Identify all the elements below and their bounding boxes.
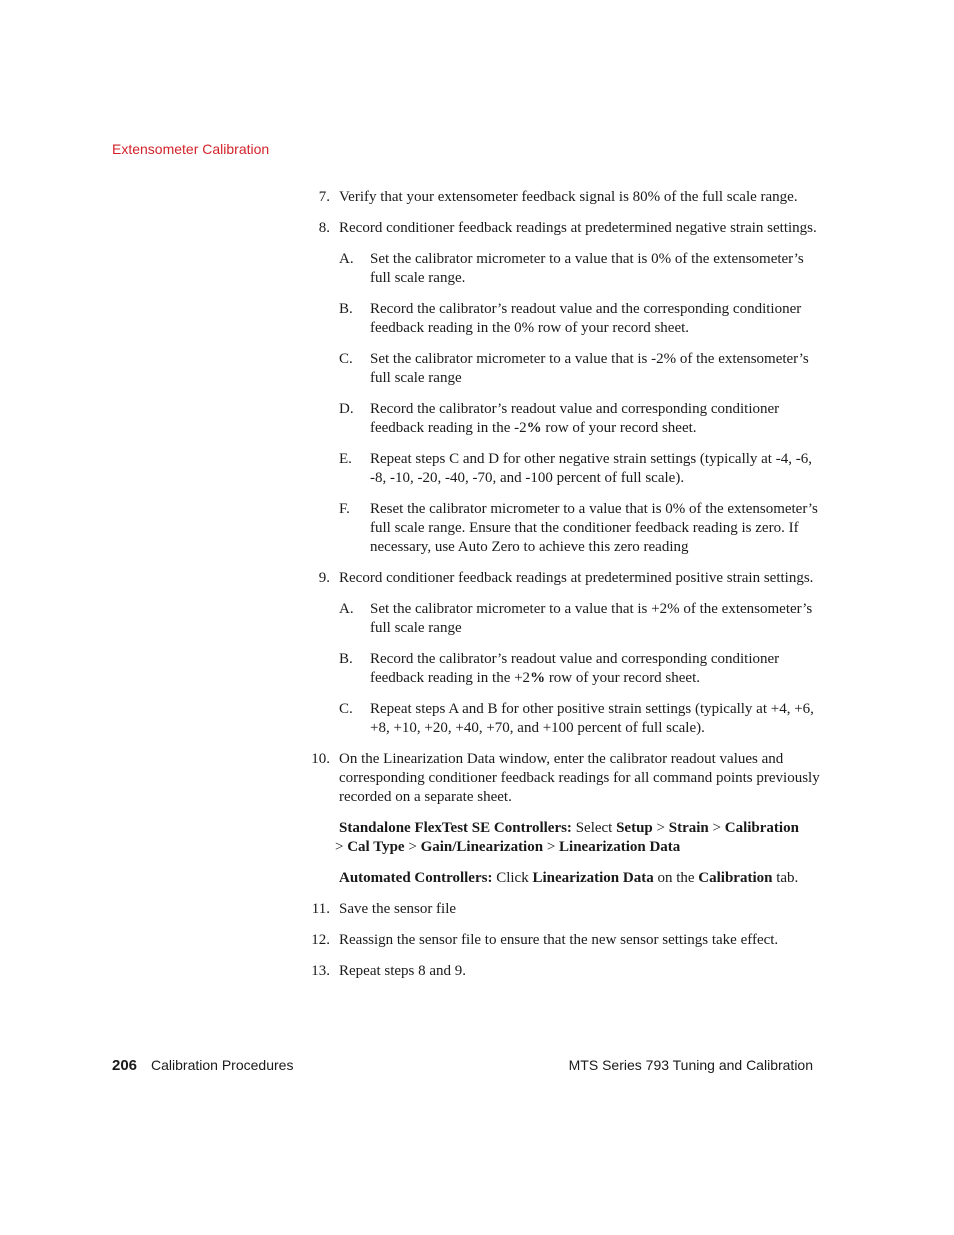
substep-text	[370, 650, 820, 688]
substep-letter: F.	[339, 501, 350, 517]
automated-label: Automated Controllers:	[339, 870, 493, 886]
section-header: Extensometer Calibration	[112, 141, 270, 157]
substep-9c	[339, 700, 820, 738]
substep-text: Reset the calibrator micrometer to a value that is 0% of the extensometer’s full scale range. Ensure that the conditioner feedback reading is zero. If necessary, use Auto Zero to achieve this zero reading	[370, 501, 818, 555]
step-text: Repeat steps 8 and 9.	[339, 963, 467, 979]
step-number: 8.	[318, 220, 330, 236]
menu-linearization-data: Linearization Data	[559, 839, 681, 855]
calibration-tab-label: Calibration	[698, 870, 773, 886]
step-12	[305, 931, 820, 950]
substep-text: Repeat steps C and D for other negative strain settings (typically at -4, -6, -8, -10, -20, -40, -70, and -100 percent of full scale).	[370, 451, 812, 486]
text-part: Click	[492, 870, 533, 886]
substep-8e	[339, 450, 820, 488]
menu-strain: Strain	[668, 820, 709, 836]
percent-sign: %	[526, 420, 542, 436]
substep-letter: C.	[339, 351, 353, 367]
step-7	[305, 188, 820, 207]
separator: >	[404, 839, 421, 855]
separator: >	[652, 820, 669, 836]
step-text: On the Linearization Data window, enter the calibrator readout values and corresponding conditioner feedback readings for all command points previously recorded on a separate sheet.	[339, 751, 820, 805]
substep-text-part: Record the calibrator’s readout value and corresponding conditioner feedback reading in the -2	[370, 401, 780, 436]
step-13	[305, 962, 820, 981]
menu-calibration: Calibration	[724, 820, 799, 836]
menu-setup: Setup	[616, 820, 653, 836]
substep-letter: E.	[339, 451, 352, 467]
substep-letter: D.	[339, 401, 354, 417]
substep-text-part: Record the calibrator’s readout value and corresponding conditioner feedback reading in the +2	[370, 651, 780, 686]
standalone-label: Standalone FlexTest SE Controllers:	[339, 820, 572, 836]
chapter-title: Calibration Procedures	[151, 1057, 294, 1073]
step-number: 9.	[318, 570, 330, 586]
percent-sign: %	[530, 670, 546, 686]
separator: >	[708, 820, 725, 836]
substep-letter: B.	[339, 301, 353, 317]
linearization-data-label: Linearization Data	[532, 870, 654, 886]
step-number: 12.	[311, 932, 330, 948]
substep-text: Record the calibrator’s readout value and the corresponding conditioner feedback reading in the 0% row of your record sheet.	[370, 301, 802, 336]
substep-letter: A.	[339, 251, 354, 267]
substep-text: Set the calibrator micrometer to a value that is -2% of the extensometer’s full scale range	[370, 351, 809, 386]
substep-text: Repeat steps A and B for other positive strain settings (typically at +4, +6, +8, +10, +20, +40, +70, and +100 percent of full scale).	[370, 701, 814, 736]
substep-text: Set the calibrator micrometer to a value that is +2% of the extensometer’s full scale range	[370, 601, 813, 636]
substep-letter: B.	[339, 651, 353, 667]
menu-cal-type: Cal Type	[347, 839, 405, 855]
substep-list	[339, 250, 820, 557]
step-text: Record conditioner feedback readings at predetermined negative strain settings.	[339, 220, 817, 236]
step-text: Reassign the sensor file to ensure that the new sensor settings take effect.	[339, 932, 779, 948]
substep-text-part: row of your record sheet.	[541, 420, 697, 436]
substep-text-part: row of your record sheet.	[545, 670, 701, 686]
standalone-instructions	[335, 819, 820, 857]
substep-text	[370, 400, 820, 438]
substep-8b	[339, 300, 820, 338]
step-text: Save the sensor file	[339, 901, 457, 917]
step-number: 13.	[311, 963, 330, 979]
automated-instructions	[339, 869, 820, 888]
substep-list	[339, 600, 820, 738]
step-text: Verify that your extensometer feedback signal is 80% of the full scale range.	[339, 189, 798, 205]
footer-left	[112, 1057, 293, 1074]
page-number: 206	[112, 1057, 138, 1074]
substep-8d	[339, 400, 820, 438]
step-9	[305, 569, 820, 738]
step-number: 7.	[318, 189, 330, 205]
procedure-content	[305, 188, 820, 993]
step-number: 10.	[311, 751, 330, 767]
step-text: Record conditioner feedback readings at predetermined positive strain settings.	[339, 570, 814, 586]
substep-letter: A.	[339, 601, 354, 617]
substep-8a	[339, 250, 820, 288]
manual-title: MTS Series 793 Tuning and Calibration	[568, 1057, 813, 1073]
substep-8f	[339, 500, 820, 557]
substep-8c	[339, 350, 820, 388]
step-8	[305, 219, 820, 557]
substep-text: Set the calibrator micrometer to a value that is 0% of the extensometer’s full scale range.	[370, 251, 804, 286]
text-part: on the	[653, 870, 699, 886]
separator: >	[543, 839, 560, 855]
text-part: Select	[571, 820, 617, 836]
substep-letter: C.	[339, 701, 353, 717]
text-part: tab.	[772, 870, 799, 886]
step-10	[305, 750, 820, 888]
step-11	[305, 900, 820, 919]
separator: >	[335, 839, 348, 855]
step-number: 11.	[311, 901, 330, 917]
substep-9b	[339, 650, 820, 688]
menu-gain-linearization: Gain/Linearization	[420, 839, 544, 855]
substep-9a	[339, 600, 820, 638]
